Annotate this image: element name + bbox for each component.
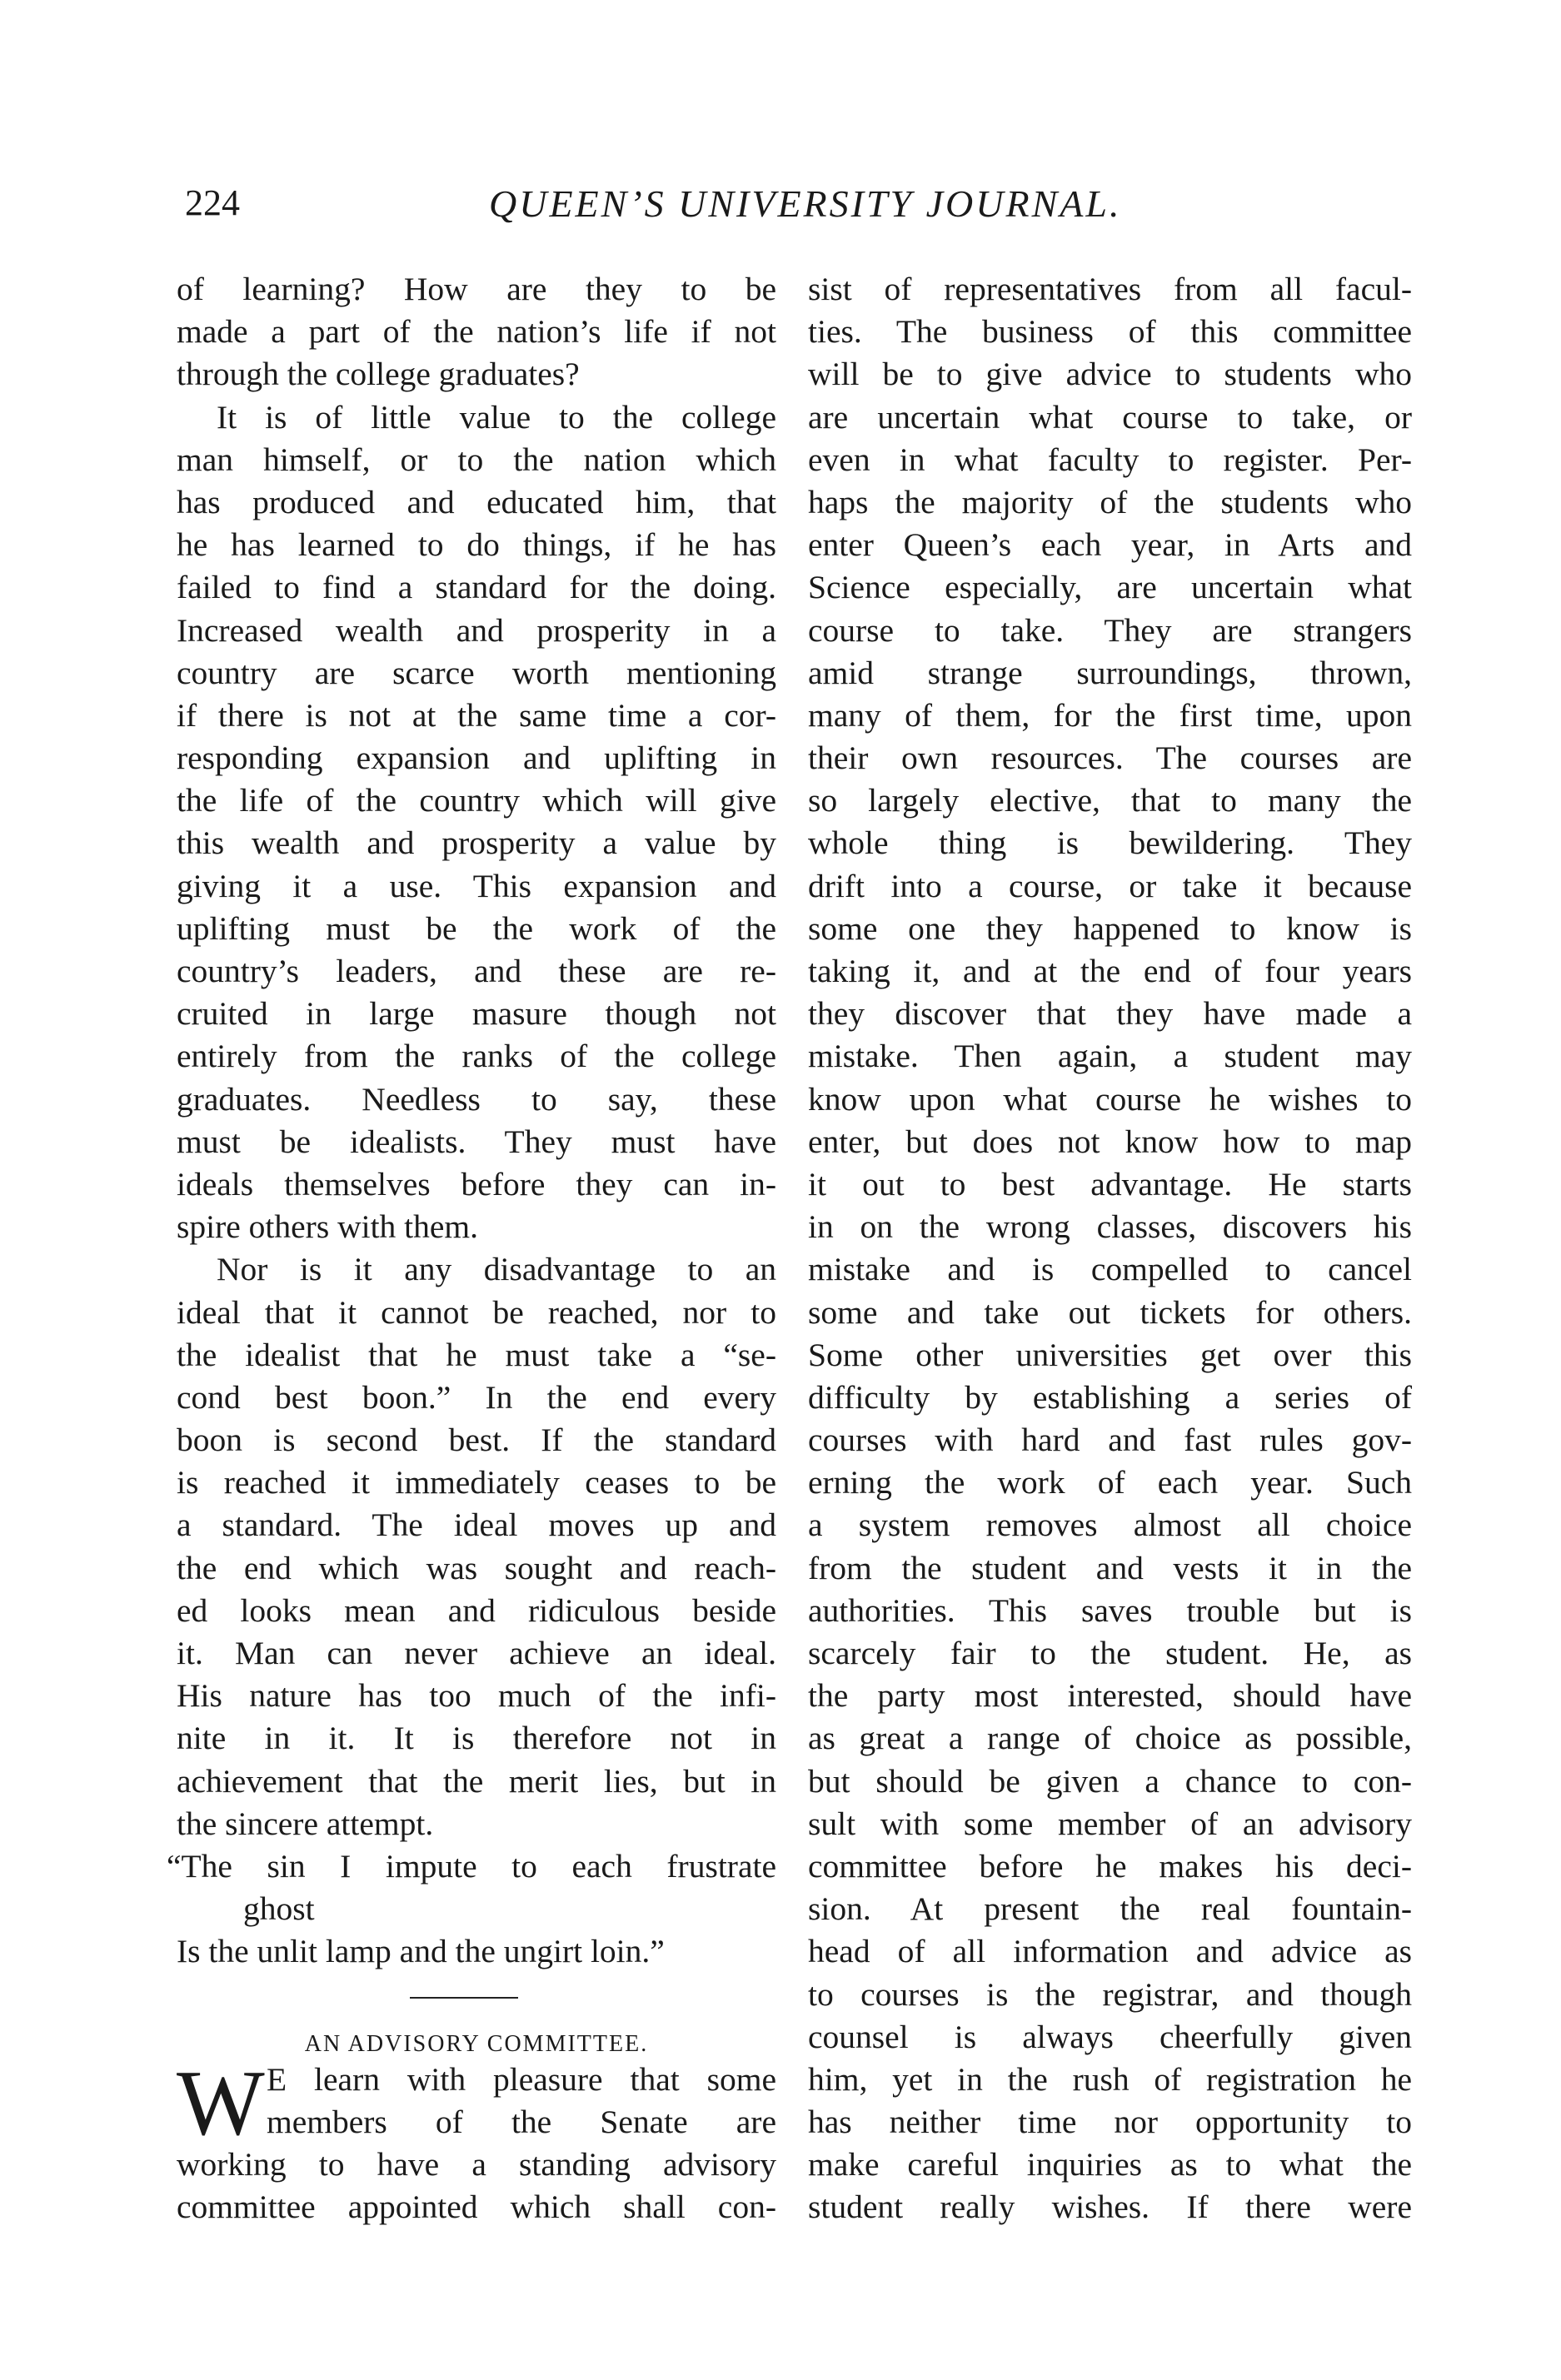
text-line: giving it a use. This expansion and [177, 867, 776, 904]
left-column [167, 268, 776, 2229]
text-line: the idealist that he must take a “se- [177, 1336, 776, 1373]
text-line: in on the wrong classes, discovers his [808, 1208, 1412, 1246]
verse-line: “The sin I impute to each frustrate [167, 1847, 776, 1885]
text-line: he has learned to do things, if he has [177, 526, 776, 564]
text-line: Increased wealth and prosperity in a [177, 611, 776, 649]
text-line: a standard. The ideal moves up and [177, 1506, 776, 1544]
text-line: ties. The business of this committee [808, 313, 1412, 351]
text-line: know upon what course he wishes to [808, 1080, 1412, 1118]
text-line: scarcely fair to the student. He, as [808, 1635, 1412, 1671]
text-line: as great a range of choice as possible, [808, 1720, 1412, 1757]
section-divider [177, 1974, 776, 2016]
text-line: will be to give advice to students who [808, 356, 1412, 393]
text-line: but should be given a chance to con- [808, 1762, 1412, 1800]
text-line: mistake. Then again, a student may [808, 1038, 1412, 1075]
text-line: graduates. Needless to say, these [177, 1080, 776, 1118]
text-line: student really wishes. If there were [808, 2188, 1412, 2226]
text-line: is reached it immediately ceases to be [177, 1464, 776, 1501]
text-line: enter, but does not know how to map [808, 1123, 1412, 1160]
text-line: taking it, and at the end of four years [808, 953, 1412, 989]
text-line: to courses is the registrar, and though [808, 1975, 1412, 2013]
text-line: cruited in large masure though not [177, 995, 776, 1033]
page-number: 224 [185, 182, 240, 223]
text-line: some one they happened to know is [808, 909, 1412, 947]
text-line: drift into a course, or take it because [808, 867, 1412, 904]
text-line: the life of the country which will give [177, 782, 776, 819]
right-column [808, 268, 1412, 2229]
text-line: the end which was sought and reach- [177, 1549, 776, 1586]
text-line: boon is second best. If the standard [177, 1422, 776, 1459]
text-line: Some other universities get over this [808, 1336, 1412, 1373]
running-title: QUEEN’S UNIVERSITY JOURNAL. [489, 182, 1122, 225]
text-line: are uncertain what course to take, or [808, 398, 1412, 436]
text-line: has neither time nor opportunity to [808, 2104, 1412, 2141]
text-line: Science especially, are uncertain what [808, 569, 1412, 606]
text-line: erning the work of each year. Such [808, 1464, 1412, 1501]
text-line: spire others with them. [177, 1208, 479, 1246]
text-line: their own resources. The courses are [808, 739, 1412, 777]
section-opening [177, 2051, 776, 2229]
text-line: enter Queen’s each year, in Arts and [808, 526, 1412, 564]
text-line: working to have a standing advisory [177, 2146, 776, 2183]
text-line: even in what faculty to register. Per- [808, 441, 1412, 478]
text-line: nite in it. It is therefore not in [177, 1720, 776, 1757]
text-line: course to take. They are strangers [808, 611, 1412, 649]
text-line: must be idealists. They must have [177, 1123, 776, 1160]
text-line: entirely from the ranks of the college [177, 1038, 776, 1075]
verse-line: ghost [243, 1890, 315, 1928]
text-line: mistake and is compelled to cancel [808, 1251, 1412, 1288]
text-line: courses with hard and fast rules gov- [808, 1422, 1412, 1459]
text-line: man himself, or to the nation which [177, 441, 776, 478]
text-line: through the college graduates? [177, 356, 580, 393]
text-line: whole thing is bewildering. They [808, 824, 1412, 862]
text-line: head of all information and advice as [808, 1933, 1412, 1970]
text-line: ed looks mean and ridiculous beside [177, 1591, 776, 1629]
verse-line: Is the unlit lamp and the ungirt loin.” [177, 1933, 665, 1970]
text-line: cond best boon.” In the end every [177, 1378, 776, 1416]
text-line: amid strange surroundings, thrown, [808, 654, 1412, 691]
text-line: him, yet in the rush of registration he [808, 2060, 1412, 2098]
text-line: from the student and vests it in the [808, 1549, 1412, 1586]
text-line: the party most interested, should have [808, 1677, 1412, 1715]
text-line: committee appointed which shall con- [177, 2188, 776, 2226]
text-line: sion. At present the real fountain- [808, 1890, 1412, 1928]
text-line: many of them, for the first time, upon [808, 696, 1412, 734]
text-line: made a part of the nation’s life if not [177, 313, 776, 351]
text-line: difficulty by establishing a series of [808, 1378, 1412, 1416]
text-line: of learning? How are they to be [177, 271, 776, 307]
text-line: sist of representatives from all facul- [808, 271, 1412, 307]
text-line: sult with some member of an advisory [808, 1805, 1412, 1842]
drop-cap: W [177, 2051, 265, 2155]
text-line: members of the Senate are [267, 2104, 776, 2141]
text-line: this wealth and prosperity a value by [177, 824, 776, 862]
text-line: country are scarce worth mentioning [177, 654, 776, 691]
text-line: so largely elective, that to many the [808, 782, 1412, 819]
text-line: a system removes almost all choice [808, 1506, 1412, 1544]
section-heading: AN ADVISORY COMMITTEE. [304, 2030, 649, 2057]
text-line: responding expansion and uplifting in [177, 739, 776, 777]
text-line: uplifting must be the work of the [177, 909, 776, 947]
text-line: His nature has too much of the infi- [177, 1677, 776, 1715]
text-line: committee before he makes his deci- [808, 1847, 1412, 1885]
text-line: some and take out tickets for others. [808, 1293, 1412, 1331]
page-header [185, 182, 1434, 240]
text-line: the sincere attempt. [177, 1805, 434, 1842]
text-line: it out to best advantage. He starts [808, 1165, 1412, 1202]
text-line: if there is not at the same time a cor- [177, 696, 776, 734]
text-line: haps the majority of the students who [808, 483, 1412, 520]
text-line: it. Man can never achieve an ideal. [177, 1635, 776, 1671]
text-line: achievement that the merit lies, but in [177, 1762, 776, 1800]
paragraph-start-line: It is of little value to the college [217, 398, 776, 436]
paragraph-start-line: Nor is it any disadvantage to an [217, 1251, 776, 1288]
text-line: country’s leaders, and these are re- [177, 953, 776, 989]
text-line: authorities. This saves trouble but is [808, 1591, 1412, 1629]
text-line: they discover that they have made a [808, 995, 1412, 1033]
text-line: ideal that it cannot be reached, nor to [177, 1293, 776, 1331]
text-line: has produced and educated him, that [177, 483, 776, 520]
text-line: failed to find a standard for the doing. [177, 569, 776, 606]
text-line: E learn with pleasure that some [267, 2060, 776, 2098]
text-line: ideals themselves before they can in- [177, 1165, 776, 1202]
text-line: make careful inquiries as to what the [808, 2146, 1412, 2183]
text-line: counsel is always cheerfully given [808, 2018, 1412, 2055]
